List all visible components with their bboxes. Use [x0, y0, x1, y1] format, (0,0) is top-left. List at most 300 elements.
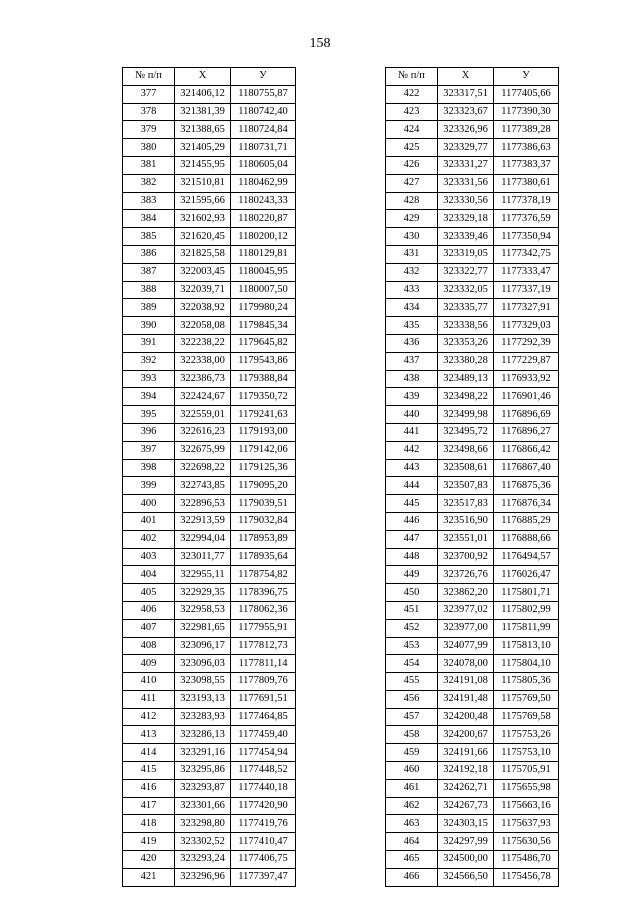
cell-y: 1177454,94: [231, 744, 296, 762]
cell-x: 323339,46: [438, 228, 494, 246]
cell-x: 324303,15: [438, 815, 494, 833]
cell-y: 1177386,63: [494, 139, 559, 157]
cell-number: 422: [386, 85, 438, 103]
cell-y: 1177406,75: [231, 851, 296, 869]
table-row: [386, 815, 559, 833]
cell-x: 324200,67: [438, 726, 494, 744]
column-header-y: У: [231, 68, 296, 86]
cell-x: 323323,67: [438, 103, 494, 121]
table-row: [386, 601, 559, 619]
table-row: [123, 566, 296, 584]
cell-number: 408: [123, 637, 175, 655]
cell-x: 323296,96: [175, 868, 231, 886]
cell-y: 1177333,47: [494, 263, 559, 281]
cell-y: 1180200,12: [231, 228, 296, 246]
cell-y: 1177448,52: [231, 762, 296, 780]
table-row: [123, 744, 296, 762]
cell-number: 400: [123, 495, 175, 513]
cell-number: 395: [123, 406, 175, 424]
cell-number: 446: [386, 512, 438, 530]
table-row: [386, 174, 559, 192]
cell-number: 443: [386, 459, 438, 477]
cell-y: 1178062,36: [231, 601, 296, 619]
cell-number: 403: [123, 548, 175, 566]
cell-x: 323330,56: [438, 192, 494, 210]
cell-x: 322424,67: [175, 388, 231, 406]
cell-number: 426: [386, 156, 438, 174]
cell-number: 440: [386, 406, 438, 424]
cell-y: 1180724,84: [231, 121, 296, 139]
cell-y: 1180742,40: [231, 103, 296, 121]
cell-x: 324191,48: [438, 690, 494, 708]
table-row: [123, 762, 296, 780]
table-row: [386, 584, 559, 602]
cell-x: 322616,23: [175, 423, 231, 441]
cell-y: 1177809,76: [231, 673, 296, 691]
cell-y: 1180605,04: [231, 156, 296, 174]
cell-x: 321602,93: [175, 210, 231, 228]
cell-x: 322338,00: [175, 352, 231, 370]
cell-y: 1177440,18: [231, 779, 296, 797]
cell-y: 1177229,87: [494, 352, 559, 370]
cell-y: 1177464,85: [231, 708, 296, 726]
table-row: [386, 103, 559, 121]
cell-x: 321381,39: [175, 103, 231, 121]
table-row: [386, 352, 559, 370]
cell-number: 404: [123, 566, 175, 584]
cell-number: 378: [123, 103, 175, 121]
cell-x: 323726,76: [438, 566, 494, 584]
cell-x: 324192,18: [438, 762, 494, 780]
cell-y: 1179645,82: [231, 334, 296, 352]
cell-y: 1180220,87: [231, 210, 296, 228]
cell-number: 427: [386, 174, 438, 192]
cell-number: 379: [123, 121, 175, 139]
table-row: [386, 673, 559, 691]
table-row: [123, 851, 296, 869]
cell-number: 398: [123, 459, 175, 477]
cell-x: 323326,96: [438, 121, 494, 139]
cell-number: 433: [386, 281, 438, 299]
table-row: [386, 228, 559, 246]
cell-y: 1175753,10: [494, 744, 559, 762]
table-row: [123, 245, 296, 263]
table-row: [386, 370, 559, 388]
cell-x: 323977,00: [438, 619, 494, 637]
table-row: [386, 619, 559, 637]
cell-x: 324191,66: [438, 744, 494, 762]
cell-y: 1177389,28: [494, 121, 559, 139]
coordinates-table-right: [385, 67, 559, 887]
cell-x: 323096,03: [175, 655, 231, 673]
cell-number: 466: [386, 868, 438, 886]
cell-number: 392: [123, 352, 175, 370]
cell-y: 1180462,99: [231, 174, 296, 192]
cell-number: 429: [386, 210, 438, 228]
cell-number: 437: [386, 352, 438, 370]
table-row: [386, 779, 559, 797]
cell-x: 324077,99: [438, 637, 494, 655]
cell-x: 323498,22: [438, 388, 494, 406]
table-row: [123, 370, 296, 388]
cell-x: 323353,26: [438, 334, 494, 352]
cell-number: 454: [386, 655, 438, 673]
cell-x: 323508,61: [438, 459, 494, 477]
table-row: [123, 459, 296, 477]
cell-x: 324262,71: [438, 779, 494, 797]
table-row: [123, 103, 296, 121]
cell-number: 438: [386, 370, 438, 388]
table-row: [123, 584, 296, 602]
table-row: [386, 423, 559, 441]
cell-y: 1177350,94: [494, 228, 559, 246]
cell-y: 1177342,75: [494, 245, 559, 263]
cell-number: 390: [123, 317, 175, 335]
cell-y: 1176885,29: [494, 512, 559, 530]
cell-x: 323332,05: [438, 281, 494, 299]
cell-number: 387: [123, 263, 175, 281]
cell-x: 323495,72: [438, 423, 494, 441]
cell-number: 381: [123, 156, 175, 174]
cell-number: 418: [123, 815, 175, 833]
cell-number: 385: [123, 228, 175, 246]
table-row: [386, 548, 559, 566]
table-row: [386, 192, 559, 210]
cell-y: 1177955,91: [231, 619, 296, 637]
cell-number: 459: [386, 744, 438, 762]
cell-x: 323011,77: [175, 548, 231, 566]
table-row: [123, 477, 296, 495]
cell-x: 323700,92: [438, 548, 494, 566]
column-header-number: № п/п: [123, 68, 175, 86]
cell-y: 1177383,37: [494, 156, 559, 174]
cell-x: 321388,65: [175, 121, 231, 139]
cell-y: 1175486,70: [494, 851, 559, 869]
cell-number: 382: [123, 174, 175, 192]
cell-number: 464: [386, 833, 438, 851]
cell-x: 322039,71: [175, 281, 231, 299]
cell-y: 1175769,58: [494, 708, 559, 726]
column-header-x: Х: [438, 68, 494, 86]
cell-number: 431: [386, 245, 438, 263]
table-row: [386, 459, 559, 477]
cell-y: 1179142,06: [231, 441, 296, 459]
table-row: [123, 317, 296, 335]
cell-x: 323286,13: [175, 726, 231, 744]
cell-y: 1177405,66: [494, 85, 559, 103]
cell-y: 1179845,34: [231, 317, 296, 335]
table-row: [123, 708, 296, 726]
cell-x: 323295,86: [175, 762, 231, 780]
cell-number: 393: [123, 370, 175, 388]
cell-x: 322958,53: [175, 601, 231, 619]
table-row: [386, 281, 559, 299]
table-row: [123, 121, 296, 139]
cell-number: 458: [386, 726, 438, 744]
cell-number: 420: [123, 851, 175, 869]
cell-x: 322743,85: [175, 477, 231, 495]
cell-y: 1179039,51: [231, 495, 296, 513]
cell-x: 324500,00: [438, 851, 494, 869]
table-header-row: [386, 68, 559, 86]
table-row: [386, 299, 559, 317]
cell-number: 409: [123, 655, 175, 673]
cell-number: 456: [386, 690, 438, 708]
cell-x: 324078,00: [438, 655, 494, 673]
cell-y: 1178953,89: [231, 530, 296, 548]
table-row: [123, 637, 296, 655]
table-row: [123, 815, 296, 833]
cell-number: 406: [123, 601, 175, 619]
table-row: [386, 406, 559, 424]
table-row: [123, 281, 296, 299]
cell-x: 322698,22: [175, 459, 231, 477]
table-row: [123, 352, 296, 370]
cell-y: 1180755,87: [231, 85, 296, 103]
cell-y: 1175811,99: [494, 619, 559, 637]
cell-x: 322238,22: [175, 334, 231, 352]
cell-number: 414: [123, 744, 175, 762]
cell-x: 323302,52: [175, 833, 231, 851]
cell-y: 1176026,47: [494, 566, 559, 584]
table-row: [123, 174, 296, 192]
cell-x: 323331,27: [438, 156, 494, 174]
table-row: [386, 85, 559, 103]
cell-number: 402: [123, 530, 175, 548]
cell-y: 1177811,14: [231, 655, 296, 673]
column-header-y: У: [494, 68, 559, 86]
cell-y: 1180045,95: [231, 263, 296, 281]
table-row: [386, 388, 559, 406]
table-row: [123, 495, 296, 513]
cell-x: 323322,77: [438, 263, 494, 281]
cell-y: 1180129,81: [231, 245, 296, 263]
cell-number: 423: [386, 103, 438, 121]
cell-y: 1178396,75: [231, 584, 296, 602]
cell-x: 323319,05: [438, 245, 494, 263]
cell-x: 322675,99: [175, 441, 231, 459]
table-row: [386, 833, 559, 851]
cell-x: 323291,16: [175, 744, 231, 762]
table-row: [123, 423, 296, 441]
cell-x: 322896,53: [175, 495, 231, 513]
cell-y: 1177410,47: [231, 833, 296, 851]
cell-y: 1176933,92: [494, 370, 559, 388]
cell-x: 324267,73: [438, 797, 494, 815]
cell-number: 425: [386, 139, 438, 157]
cell-number: 439: [386, 388, 438, 406]
cell-x: 324191,08: [438, 673, 494, 691]
cell-number: 430: [386, 228, 438, 246]
cell-number: 453: [386, 637, 438, 655]
cell-number: 417: [123, 797, 175, 815]
cell-y: 1180731,71: [231, 139, 296, 157]
cell-x: 322559,01: [175, 406, 231, 424]
cell-number: 448: [386, 548, 438, 566]
cell-x: 321455,95: [175, 156, 231, 174]
cell-x: 323380,28: [438, 352, 494, 370]
cell-number: 391: [123, 334, 175, 352]
table-row: [123, 512, 296, 530]
table-row: [123, 263, 296, 281]
cell-number: 415: [123, 762, 175, 780]
cell-number: 435: [386, 317, 438, 335]
table-row: [386, 334, 559, 352]
cell-x: 323331,56: [438, 174, 494, 192]
cell-number: 449: [386, 566, 438, 584]
cell-x: 323516,90: [438, 512, 494, 530]
cell-y: 1175805,36: [494, 673, 559, 691]
table-row: [386, 655, 559, 673]
cell-y: 1180007,50: [231, 281, 296, 299]
cell-number: 380: [123, 139, 175, 157]
cell-number: 411: [123, 690, 175, 708]
cell-number: 444: [386, 477, 438, 495]
table-row: [386, 139, 559, 157]
table-row: [123, 210, 296, 228]
cell-y: 1179388,84: [231, 370, 296, 388]
cell-number: 441: [386, 423, 438, 441]
table-row: [386, 708, 559, 726]
table-row: [123, 779, 296, 797]
cell-y: 1178935,64: [231, 548, 296, 566]
table-row: [123, 139, 296, 157]
table-row: [123, 388, 296, 406]
cell-number: 432: [386, 263, 438, 281]
table-row: [386, 726, 559, 744]
cell-number: 388: [123, 281, 175, 299]
coordinates-table-left: [122, 67, 296, 887]
table-row: [123, 299, 296, 317]
cell-y: 1179125,36: [231, 459, 296, 477]
column-header-number: № п/п: [386, 68, 438, 86]
cell-x: 324566,50: [438, 868, 494, 886]
table-row: [386, 566, 559, 584]
cell-number: 421: [123, 868, 175, 886]
table-row: [386, 690, 559, 708]
cell-x: 323507,83: [438, 477, 494, 495]
table-row: [123, 868, 296, 886]
cell-x: 321595,66: [175, 192, 231, 210]
cell-y: 1177327,91: [494, 299, 559, 317]
cell-number: 442: [386, 441, 438, 459]
cell-y: 1177337,19: [494, 281, 559, 299]
table-row: [123, 441, 296, 459]
cell-number: 389: [123, 299, 175, 317]
table-row: [386, 477, 559, 495]
cell-y: 1176867,40: [494, 459, 559, 477]
cell-x: 322038,92: [175, 299, 231, 317]
table-row: [386, 512, 559, 530]
cell-x: 322994,04: [175, 530, 231, 548]
cell-y: 1177812,73: [231, 637, 296, 655]
cell-y: 1176901,46: [494, 388, 559, 406]
cell-y: 1177691,51: [231, 690, 296, 708]
cell-x: 323317,51: [438, 85, 494, 103]
cell-number: 377: [123, 85, 175, 103]
table-row: [386, 530, 559, 548]
cell-x: 323283,93: [175, 708, 231, 726]
cell-number: 455: [386, 673, 438, 691]
cell-y: 1176896,27: [494, 423, 559, 441]
cell-y: 1177329,03: [494, 317, 559, 335]
cell-y: 1177376,59: [494, 210, 559, 228]
cell-number: 434: [386, 299, 438, 317]
table-row: [123, 406, 296, 424]
cell-number: 445: [386, 495, 438, 513]
cell-number: 397: [123, 441, 175, 459]
table-row: [386, 762, 559, 780]
cell-x: 323293,24: [175, 851, 231, 869]
cell-number: 462: [386, 797, 438, 815]
table-row: [123, 530, 296, 548]
cell-x: 322981,65: [175, 619, 231, 637]
table-header-row: [123, 68, 296, 86]
cell-y: 1175804,10: [494, 655, 559, 673]
cell-x: 323335,77: [438, 299, 494, 317]
cell-x: 324200,48: [438, 708, 494, 726]
table-row: [123, 192, 296, 210]
table-row: [386, 121, 559, 139]
table-row: [386, 637, 559, 655]
table-row: [123, 601, 296, 619]
table-row: [123, 334, 296, 352]
cell-x: 323489,13: [438, 370, 494, 388]
page-number: 158: [309, 36, 331, 51]
cell-x: 323338,56: [438, 317, 494, 335]
cell-x: 323329,18: [438, 210, 494, 228]
cell-y: 1175801,71: [494, 584, 559, 602]
cell-y: 1179032,84: [231, 512, 296, 530]
cell-x: 322929,35: [175, 584, 231, 602]
table-row: [386, 744, 559, 762]
cell-number: 410: [123, 673, 175, 691]
cell-x: 323096,17: [175, 637, 231, 655]
cell-y: 1177397,47: [231, 868, 296, 886]
table-row: [123, 797, 296, 815]
cell-x: 322955,11: [175, 566, 231, 584]
table-row: [386, 797, 559, 815]
cell-number: 428: [386, 192, 438, 210]
cell-y: 1179543,86: [231, 352, 296, 370]
cell-x: 323517,83: [438, 495, 494, 513]
cell-number: 436: [386, 334, 438, 352]
cell-y: 1179095,20: [231, 477, 296, 495]
cell-y: 1175753,26: [494, 726, 559, 744]
cell-y: 1178754,82: [231, 566, 296, 584]
cell-y: 1175655,98: [494, 779, 559, 797]
cell-x: 321620,45: [175, 228, 231, 246]
table-row: [123, 228, 296, 246]
table-row: [386, 851, 559, 869]
cell-x: 323293,87: [175, 779, 231, 797]
cell-x: 321825,58: [175, 245, 231, 263]
cell-y: 1175813,10: [494, 637, 559, 655]
cell-y: 1175630,56: [494, 833, 559, 851]
table-row: [123, 673, 296, 691]
cell-number: 461: [386, 779, 438, 797]
cell-number: 447: [386, 530, 438, 548]
table-row: [123, 156, 296, 174]
cell-y: 1175769,50: [494, 690, 559, 708]
cell-y: 1175705,91: [494, 762, 559, 780]
cell-y: 1179980,24: [231, 299, 296, 317]
cell-y: 1177459,40: [231, 726, 296, 744]
cell-y: 1177380,61: [494, 174, 559, 192]
cell-y: 1176896,69: [494, 406, 559, 424]
cell-y: 1179193,00: [231, 423, 296, 441]
cell-y: 1175456,78: [494, 868, 559, 886]
